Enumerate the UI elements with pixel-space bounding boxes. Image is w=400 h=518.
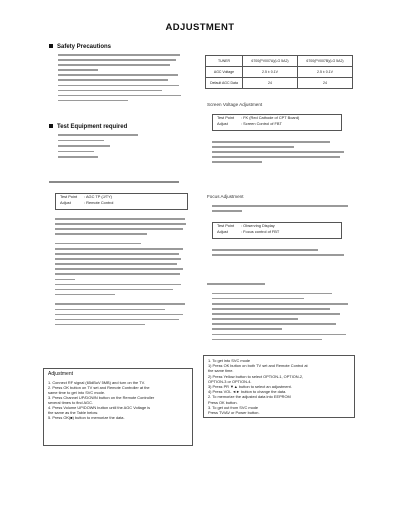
adjustment-step: the same as the Table below. (48, 410, 99, 415)
svc-line: 1. To get into SVC mode (208, 358, 251, 363)
safety-body-lines (58, 54, 183, 101)
table-cell: 2.5 ± 0.1V (243, 67, 298, 78)
agc-description-lines (55, 218, 190, 325)
adjustment-step: 2. Press OK button on TV set and Remote Controller at the (48, 385, 150, 390)
adjustment-step: 3. Press Channel UP/DOWN button on the Remote Controller (48, 395, 155, 400)
svc-line: Press TV/AV or Power button. (208, 410, 260, 416)
svc-line: 4) Press VOL ◄► button to change the data. (208, 389, 287, 395)
table-header-cell: 6700(PV007A)(LG 5A2) (243, 56, 298, 67)
equipment-list-lines (58, 134, 148, 158)
bullet-square-icon (49, 124, 53, 128)
table-cell: AGC Voltage (206, 67, 243, 78)
tuner-agc-table (205, 55, 353, 89)
adjustment-step: 4. Press Volume UP/DOWN button until the AGC Voltage is (48, 405, 151, 410)
agc-heading-line (49, 181, 184, 183)
svc-line: 3) Press PR ▼▲ button to select an adjustment. (208, 384, 292, 390)
bullet-square-icon (49, 44, 53, 48)
table-row (206, 78, 353, 89)
table-header-cell: 6700(PV007B)(LG 5A2) (298, 56, 353, 67)
table-cell: 2.5 ± 0.1V (298, 67, 353, 78)
focus-intro-lines (212, 205, 352, 212)
svc-line: 1) Press OK button on both TV set and Remote Control at (208, 363, 308, 369)
focus-heading: Focus Adjustment (207, 194, 244, 199)
agc-test-point-box: Test Point : AGC TP (J/TY) Adjust : Remote Control (55, 193, 188, 210)
adjustment-procedure-lines (207, 283, 357, 340)
table-cell: 24 (243, 78, 298, 89)
table-header-row (206, 56, 353, 67)
svc-mode-box (203, 355, 355, 418)
table-header-cell: TUNER (206, 56, 243, 67)
svc-line: OPTION-3 or OPTION-4. (208, 378, 252, 384)
svc-line: the same time. (208, 368, 234, 374)
svc-line: Press OK button. (208, 399, 238, 405)
screen-voltage-lines (212, 141, 352, 163)
table-cell: Default AGC Data (206, 78, 243, 89)
screen-voltage-heading: Screen Voltage Adjustment (207, 102, 263, 107)
focus-box: Test Point : Observing Display Adjust : Focus control of FBT (212, 222, 342, 239)
safety-heading: Safety Precautions (49, 44, 111, 50)
page-title: ADJUSTMENT (165, 22, 235, 33)
equipment-heading: Test Equipment required (49, 124, 127, 130)
svc-line: 2. To memorize the adjusted data into EEPROM (208, 394, 291, 400)
adjustment-step: same time to get into SVC mode. (48, 390, 106, 395)
adjustment-box (43, 368, 193, 446)
adjustment-step: several times to find AGC. (48, 400, 93, 405)
screen-voltage-box: Test Point : FK (Red Cathode of CPT Board) Adjust : Screen Control of FBT (212, 114, 342, 131)
adjustment-step: 1. Connect RF signal (65dBuV 5MB) and turn on the TV. (48, 380, 145, 385)
svc-line: 2) Press Yellow button to select OPTION-1, OPTION-2, (208, 373, 304, 379)
adjustment-step: 5. Press OK(■) button to memorize the data. (48, 415, 125, 420)
adjustment-box-heading: Adjustment (48, 371, 74, 377)
svc-line: 3. To get out from SVC mode (208, 404, 259, 410)
table-cell: 24 (298, 78, 353, 89)
focus-lines (212, 249, 352, 256)
table-row (206, 67, 353, 78)
